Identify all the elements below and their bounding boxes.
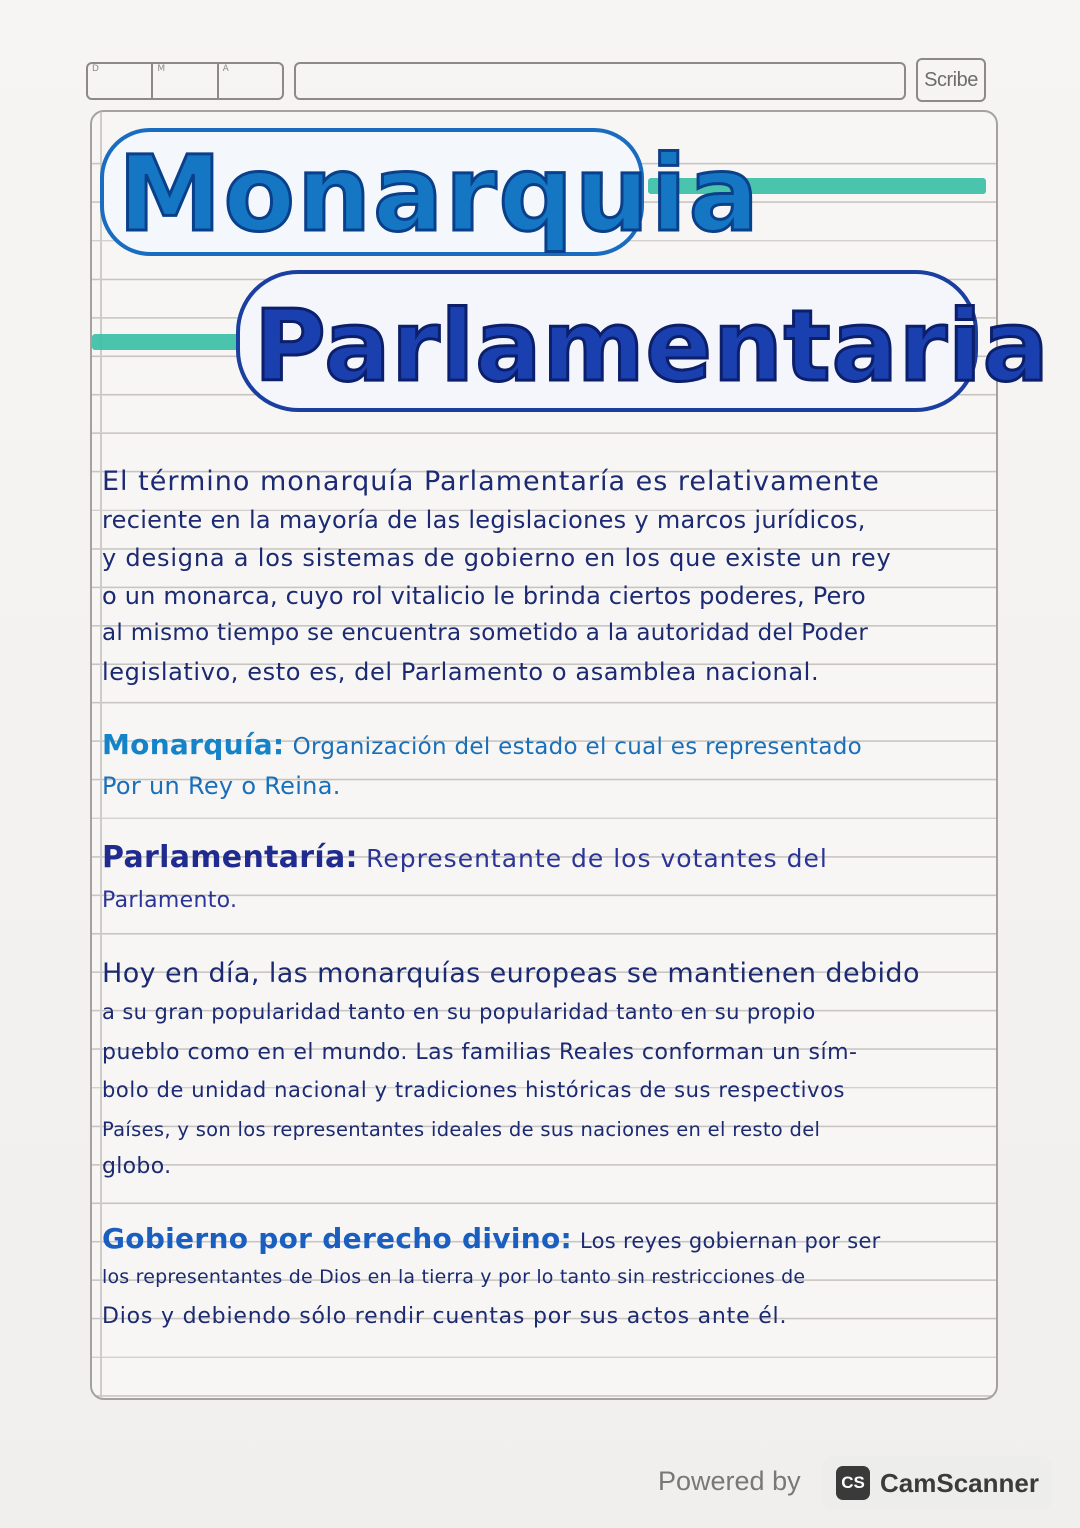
notebook-brand-logo: Scribe — [916, 58, 986, 102]
year-field — [219, 64, 282, 98]
date-fields — [86, 62, 284, 100]
intro-line-1: El término monarquía Parlamentaría es relativamente — [102, 466, 880, 497]
title-parlamentaria — [232, 246, 1050, 418]
subject-field — [294, 62, 906, 100]
powered-by-text: Powered by — [658, 1466, 801, 1496]
definition-monarquia-text: Organización del estado el cual es representado — [292, 734, 863, 760]
definition-parlamentaria-line-2: Parlamento. — [102, 888, 238, 913]
paragraph2-line-6: globo. — [102, 1154, 172, 1179]
title-line1-text: Monarquia — [118, 133, 761, 255]
intro-line-5: al mismo tiempo se encuentra sometido a la autoridad del Poder — [102, 620, 869, 646]
intro-line-2: reciente en la mayoría de las legislaciones y marcos jurídicos, — [102, 506, 866, 534]
year-label: A — [222, 64, 229, 74]
month-label: M — [157, 64, 166, 74]
definition-monarquia-line-1 — [102, 728, 862, 761]
day-field — [88, 64, 153, 98]
definition-divine-line-1 — [102, 1222, 881, 1255]
definition-divine-line-3: Dios y debiendo sólo rendir cuentas por sus actos ante él. — [102, 1304, 788, 1329]
definition-monarquia-line-2: Por un Rey o Reina. — [102, 772, 341, 800]
term-monarquia: Monarquía: — [102, 728, 285, 761]
term-divine-right: Gobierno por derecho divino: — [102, 1222, 573, 1255]
camscanner-logo-icon: CS — [836, 1466, 870, 1500]
definition-divine-line-2: los representantes de Dios en la tierra y por lo tanto sin restricciones de — [102, 1266, 806, 1288]
paragraph2-line-4: bolo de unidad nacional y tradiciones históricas de sus respectivos — [102, 1078, 846, 1102]
camscanner-badge — [822, 1456, 1052, 1510]
intro-line-4: o un monarca, cuyo rol vitalicio le brinda ciertos poderes, Pero — [102, 582, 866, 610]
paragraph2-line-5: Países, y son los representantes ideales de sus naciones en el resto del — [102, 1118, 821, 1141]
month-field — [153, 64, 218, 98]
title-monarquia — [96, 122, 761, 262]
definition-divine-text: Los reyes gobiernan por ser — [579, 1229, 881, 1253]
intro-line-6: legislativo, esto es, del Parlamento o asamblea nacional. — [102, 658, 820, 686]
paragraph2-line-3: pueblo como en el mundo. Las familias Reales conforman un sím- — [102, 1040, 858, 1065]
definition-parlamentaria-text: Representante de los votantes del — [366, 844, 828, 873]
title-line2-text: Parlamentaria — [254, 290, 1050, 404]
highlight-stroke-left — [92, 334, 242, 350]
paragraph2-line-2: a su gran popularidad tanto en su popularidad tanto en su propio — [102, 1000, 816, 1024]
paragraph2-line-1: Hoy en día, las monarquías europeas se mantienen debido — [102, 958, 920, 989]
camscanner-name: CamScanner — [880, 1467, 1039, 1498]
definition-parlamentaria-line-1 — [102, 840, 828, 875]
intro-line-3: y designa a los sistemas de gobierno en los que existe un rey — [102, 544, 892, 572]
term-parlamentaria: Parlamentaría: — [102, 840, 358, 875]
day-label: D — [92, 64, 99, 74]
